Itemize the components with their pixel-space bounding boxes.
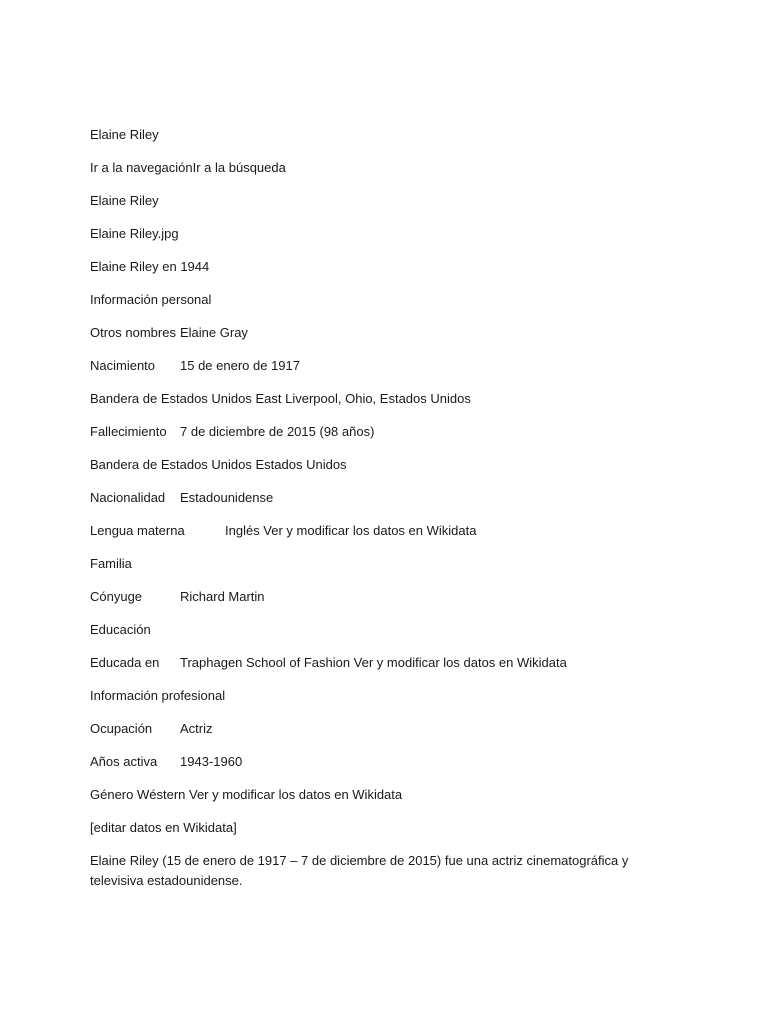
infobox-heading: Elaine Riley: [90, 193, 159, 208]
nav-links[interactable]: Ir a la navegaciónIr a la búsqueda: [90, 160, 286, 175]
occupation-value: Actriz: [180, 721, 213, 736]
genre-line: Género Wéstern Ver y modificar los datos en Wikidata: [90, 787, 403, 802]
section-professional: Información profesional: [90, 688, 226, 703]
birth-value: 15 de enero de 1917: [180, 358, 300, 373]
edit-wikidata-link[interactable]: [editar datos en Wikidata]: [90, 820, 237, 835]
other-names-value: Elaine Gray: [180, 325, 248, 340]
image-filename: Elaine Riley.jpg: [90, 226, 179, 241]
spouse-label: Cónyuge: [90, 589, 143, 604]
intro-paragraph: Elaine Riley (15 de enero de 1917 – 7 de diciembre de 2015) fue una actriz cinematográfica y televisiva estadounidense.: [90, 853, 629, 888]
birth-place: Bandera de Estados Unidos East Liverpool, Ohio, Estados Unidos: [90, 391, 471, 406]
occupation-label: Ocupación: [90, 721, 153, 736]
row-birth: [90, 357, 690, 390]
row-death: [90, 423, 690, 456]
birth-label: Nacimiento: [90, 358, 156, 373]
document-page: [90, 126, 690, 891]
educated-value: Traphagen School of Fashion Ver y modificar los datos en Wikidata: [180, 655, 567, 670]
years-label: Años activa: [90, 754, 158, 769]
death-place: Bandera de Estados Unidos Estados Unidos: [90, 457, 347, 472]
nationality-value: Estadounidense: [180, 490, 274, 505]
row-nationality: [90, 489, 690, 522]
image-caption: Elaine Riley en 1944: [90, 259, 210, 274]
years-value: 1943-1960: [180, 754, 243, 769]
death-value: 7 de diciembre de 2015 (98 años): [180, 424, 375, 439]
language-label: Lengua materna: [90, 523, 185, 538]
spouse-value: Richard Martin: [180, 589, 265, 604]
section-personal: Información personal: [90, 292, 212, 307]
section-education: Educación: [90, 622, 151, 637]
section-family: Familia: [90, 556, 132, 571]
row-educated: [90, 654, 690, 687]
death-label: Fallecimiento: [90, 424, 167, 439]
educated-label: Educada en: [90, 655, 160, 670]
row-other-names: [90, 324, 690, 357]
language-value: Inglés Ver y modificar los datos en Wikidata: [225, 523, 477, 538]
row-occupation: [90, 720, 690, 753]
document-title: Elaine Riley: [90, 127, 159, 142]
row-language: [90, 522, 690, 555]
nationality-label: Nacionalidad: [90, 490, 166, 505]
row-spouse: [90, 588, 690, 621]
other-names-label: Otros nombres: [90, 325, 176, 340]
row-years-active: [90, 753, 690, 786]
